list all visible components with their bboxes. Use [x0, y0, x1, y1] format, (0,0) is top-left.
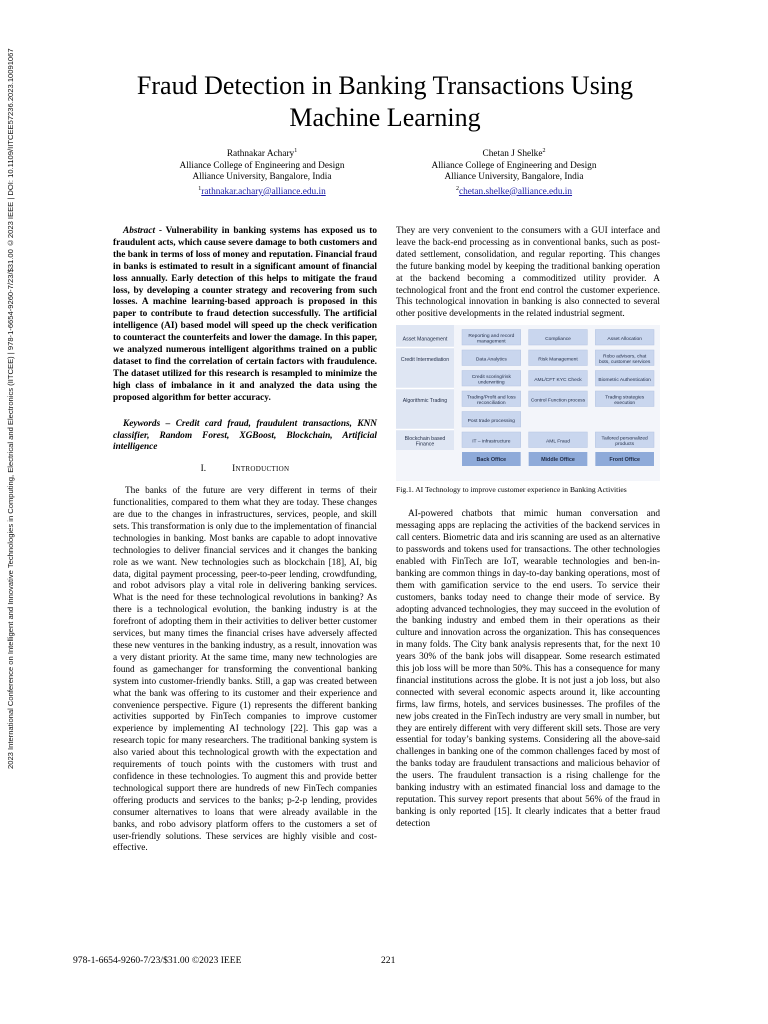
author-name: Rathnakar Achary — [226, 149, 295, 160]
figure-row-label: Algorithmic Trading — [402, 398, 448, 404]
figure-cell-text: Trading strategies execution — [605, 395, 645, 407]
page-number: 221 — [381, 955, 396, 966]
figure-cell-text: IT – infrastructure — [472, 439, 511, 445]
figure-column-label: Front Office — [609, 457, 640, 464]
keywords-text: – Credit card fraud, fraudulent transactions, KNN classifier, Random Forest, XGBoost, Blockchain, Artificial intelligence — [113, 418, 377, 453]
figure-cell-text: Asset Allocation — [607, 337, 642, 342]
figure-column-label: Middle Office — [541, 457, 575, 464]
intro-paragraph: The banks of the future are very different in terms of their functionalities, compared to them what they are today. These changes are due to the changes in infrastructures, services, people, and skill sets. This transformation is only due to the implementation of financial technologies in banking. Most banks are capable to adopt innovative technologies to deliver financial services and it changes the banking role as we want. New technologies such as blockchain [18], AI, big data, digital payment processing, peer-to-peer lending, crowdfunding, and robot advisors play a vital role in delivering banking services. What is the need for these technological revolutions in banking? As there is a technological evolution, the banking industry is at the forefront of adopting them in their activities to deliver better customer services, but many times the financial crises have adversely affected these new ventures in the banking industry, as a result, innovation was a very distant priority. At the same time, many new technologies are found as gamechanger for transforming the conventional banking system into customer-friendly banks. Still, a gap was created between what the bank was offering to its customer and their experience and convenience perspective. Figure (1) represents the different banking activities supported by FinTech companies to improve customer experience by implementing AI technology [22]. This gap was a research topic for many researchers. The traditional banking system is also varied about this technological growth with the expectation and requirements of touch points with the customers with trust and confidence in these technologies. To augment this and provide better technological support there are hundreds of new FinTech companies offering products and services to the banks; p-2-p lending, provides consumer alternatives to loans that were already available in the banks, and robo advisory platform offers to the customers a set of user-friendly solutions. These services are highly visible and cost-effective. — [113, 486, 377, 854]
left-column — [113, 226, 377, 855]
figure-1 — [396, 325, 660, 481]
section-heading — [113, 464, 377, 476]
author-email-link[interactable]: chetan.shelke@alliance.edu.in — [458, 186, 573, 197]
figure-row-label: Blockchain based Finance — [404, 436, 446, 448]
author-affiliation: Alliance College of Engineering and Design — [179, 160, 345, 171]
abstract — [113, 226, 377, 405]
conference-sidebar: 2023 International Conference on Intelligent and Innovative Technologies in Computing, Electrical and Electronics (IITCEE) | 978-1-6654-9260-7/23/$31.00 ©2023 IEEE | DOI: 10.1109/IITCEE57236.2023.10091067 — [6, 48, 15, 769]
section-number: I. — [200, 464, 207, 475]
figure-cell-text: Risk Management — [538, 357, 578, 363]
abstract-label: Abstract — [123, 226, 156, 236]
author-email-link[interactable]: rathnakar.achary@alliance.edu.in — [201, 186, 326, 197]
figure-cell-text: Credit scoring/risk underwriting — [471, 375, 511, 386]
author-university: Alliance University, Bangalore, India — [444, 172, 584, 183]
figure-cell-text: Robo advisors, chat bots, customer services — [598, 354, 651, 366]
keywords-label: Keywords — [123, 418, 161, 429]
author-block-2 — [384, 146, 644, 198]
figure-cell-text: Control Function process — [530, 398, 586, 404]
section-title: Introduction — [232, 464, 290, 475]
paper-title: Fraud Detection in Banking Transactions Using Machine Learning — [136, 71, 634, 132]
figure-cell-text: Reporting and record management — [468, 334, 515, 345]
figure-cell-text: Tailored personalized products — [601, 436, 648, 448]
figure-caption: Fig.1. AI Technology to improve customer experience in Banking Activities — [396, 485, 627, 495]
keywords — [113, 419, 377, 455]
author-sup: 2 — [542, 148, 546, 154]
figure-cell-text: Trading/Profit and loss reconciliation — [466, 395, 516, 407]
abstract-text: - Vulnerability in banking systems has exposed us to fraudulent acts, which cause severe damage to both customers and the bank in terms of loss of money and reputation. Financial fraud in banks is estimated to result in a significant amount of financial loss annually. Early detection of this helps to mitigate the fraud loss, by developing a counter strategy and recovering from such losses. A machine learning-based approach is proposed in this paper to contribute to fraud detection successfully. The artificial intelligence (AI) based model will speed up the check verification to counteract the counterfeits and lower the damage. In this paper, we analyzed numerous intelligent algorithms trained on a public dataset to find the correlation of certain factors with fraudulence. The dataset utilized for this research is resampled to minimize the high class of imbalance in it and analyzed the data using the proposed algorithm for better accuracy. — [113, 226, 377, 403]
figure-cell-text: Compliance — [545, 337, 571, 342]
body-paragraph: They are very convenient to the consumers with a GUI interface and leave the back-end processing as in conventional banks, such as post-dated settlement, consolidation, and regular reporting. This changes the future banking model by keeping the traditional banking operation at the backend becoming a commoditized utility provider. A technological front and the front end control the customer experience. This technological innovation in banking is also connected to several other positive developments in the related industrial segment. — [396, 226, 660, 320]
author-block-1 — [132, 146, 392, 198]
figure-row-label: Asset Management — [402, 336, 448, 343]
figure-row-label: Credit Intermediation — [400, 357, 450, 363]
email-sup: 2 — [455, 185, 459, 192]
body-paragraph: AI-powered chatbots that mimic human conversation and messaging apps are replacing the activities of the backend services in call centers. Biometric data and iris scanning are used as an alternative to passwords and tokens used for transactions. The other technologies enabled with FinTech are IoT, wearable technologies and ben-in-banking are common things in day-to-day banking operations, most of them with gamification service to the end users. To service their customers, banks today need to change their mode of service. By adopting advanced technologies, they may succeed in the evolution of the banking industry and embed them in their operations as their culture and innovation across the organization. This has consequences in many folds. The City bank analysis represents that, for the next 10 years 30% of the bank jobs will disappear. Some research estimated this job loss will be more than 50%. This has a consequence for many financial institutions across the globe. It is not just a job loss, but also connected with several economic aspects around it, like accounting firms, law firms, hotels, and services businesses. The profiles of the new jobs created in the FinTech industry are very small in number, but they are entirely different with very different skill sets. Those are very essential for today’s banking systems. Considering all the above-said challenges in banking one of the common challenges faced by most of the banks today are fraudulent transactions and malicious behavior of the users. The fraudulent transaction is a rising challenge for the banking industry with an estimated financial loss and damage to the reputation. This survey report presents that about 56% of the fraud in banking is only reported [15]. It clearly indicates that a better fraud detection — [396, 509, 660, 829]
figure-label-band — [396, 325, 454, 450]
author-affiliation: Alliance College of Engineering and Design — [431, 160, 597, 171]
footer-isbn: 978-1-6654-9260-7/23/$31.00 ©2023 IEEE — [73, 955, 242, 966]
figure-diagram — [396, 325, 660, 481]
figure-cell-text: Data Analytics — [475, 357, 507, 363]
figure-cell-text: AML/CFT KYC Check — [534, 378, 582, 383]
figure-cell-text: AML Fraud — [545, 439, 571, 445]
figure-cell-text: Post trade processing — [467, 419, 515, 424]
email-sup: 1 — [198, 185, 202, 192]
author-university: Alliance University, Bangalore, India — [192, 172, 332, 183]
author-name: Chetan J Shelke — [482, 149, 543, 160]
right-column — [396, 226, 660, 831]
figure-column-label: Back Office — [476, 457, 507, 464]
author-sup: 1 — [294, 148, 298, 154]
figure-cell-text: Biometric Authentication — [598, 378, 651, 383]
